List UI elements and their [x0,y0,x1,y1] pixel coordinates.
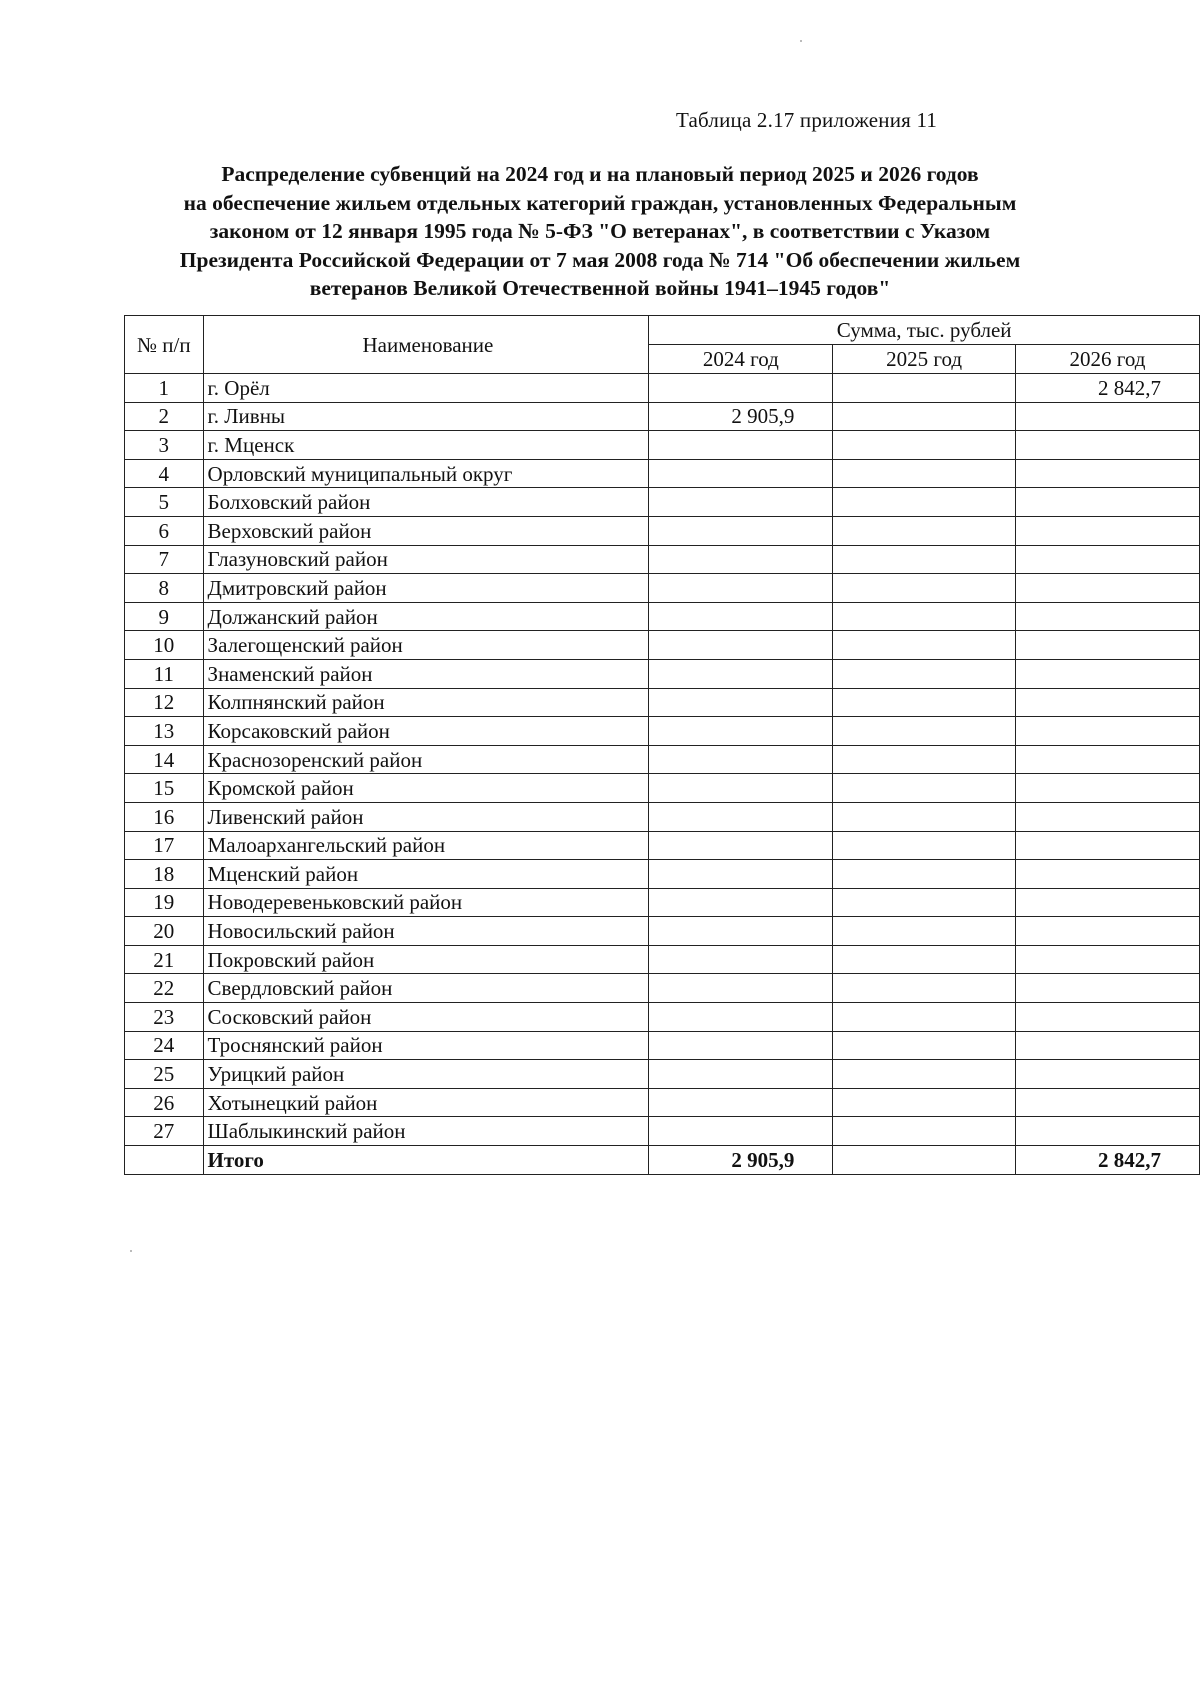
row-value-2025 [833,974,1016,1003]
row-value-2024 [649,917,833,946]
row-number: 3 [125,431,204,460]
row-number: 5 [125,488,204,517]
row-name: Верховский район [203,516,649,545]
row-value-2024 [649,1088,833,1117]
row-value-2024 [649,631,833,660]
row-value-2025 [833,659,1016,688]
row-value-2024 [649,545,833,574]
row-name: Новосильский район [203,917,649,946]
row-value-2025 [833,802,1016,831]
row-value-2026 [1015,574,1199,603]
table-row [125,717,1200,746]
row-value-2025 [833,1031,1016,1060]
row-value-2026 [1015,974,1199,1003]
header-sum: Сумма, тыс. рублей [649,316,1200,345]
table-row [125,1088,1200,1117]
row-value-2024 [649,459,833,488]
row-value-2026 [1015,516,1199,545]
row-name: Урицкий район [203,1060,649,1089]
row-number: 7 [125,545,204,574]
row-value-2026 [1015,431,1199,460]
row-value-2026 [1015,945,1199,974]
row-value-2025 [833,1003,1016,1032]
document-title [100,160,1100,303]
row-number: 12 [125,688,204,717]
row-number: 6 [125,516,204,545]
row-value-2026: 2 842,7 [1015,374,1199,403]
row-number: 24 [125,1031,204,1060]
total-value-2025 [833,1146,1016,1175]
row-value-2024 [649,1060,833,1089]
title-line: законом от 12 января 1995 года № 5-ФЗ "О ветеранах", в соответствии с Указом [209,219,991,243]
row-name: Дмитровский район [203,574,649,603]
table-row [125,745,1200,774]
row-value-2026 [1015,659,1199,688]
row-number: 27 [125,1117,204,1146]
row-number: 21 [125,945,204,974]
table-row [125,860,1200,889]
row-number: 26 [125,1088,204,1117]
row-value-2026 [1015,1060,1199,1089]
row-value-2024 [649,774,833,803]
row-name: Шаблыкинский район [203,1117,649,1146]
row-number: 18 [125,860,204,889]
row-value-2025 [833,917,1016,946]
row-number: 2 [125,402,204,431]
table-row [125,831,1200,860]
table-row [125,688,1200,717]
row-name: Мценский район [203,860,649,889]
row-value-2025 [833,774,1016,803]
table-header [125,316,1200,374]
table-row [125,659,1200,688]
row-value-2024 [649,374,833,403]
row-value-2025 [833,688,1016,717]
row-number: 25 [125,1060,204,1089]
table-row [125,602,1200,631]
row-value-2025 [833,631,1016,660]
title-line: Распределение субвенций на 2024 год и на плановый период 2025 и 2026 годов [221,162,979,186]
row-value-2024 [649,602,833,631]
row-value-2024 [649,860,833,889]
row-value-2026 [1015,545,1199,574]
row-name: Ливенский район [203,802,649,831]
row-value-2025 [833,1117,1016,1146]
row-name: Кромской район [203,774,649,803]
scan-speck [800,40,802,42]
row-value-2025 [833,1088,1016,1117]
row-value-2024 [649,745,833,774]
row-value-2026 [1015,459,1199,488]
row-value-2024 [649,717,833,746]
scan-speck [130,1250,132,1252]
row-value-2026 [1015,602,1199,631]
row-value-2026 [1015,917,1199,946]
row-name: Новодеревеньковский район [203,888,649,917]
row-name: Хотынецкий район [203,1088,649,1117]
table-row [125,1117,1200,1146]
row-value-2024 [649,1031,833,1060]
row-value-2026 [1015,488,1199,517]
table-row [125,574,1200,603]
row-value-2025 [833,860,1016,889]
row-value-2026 [1015,1117,1199,1146]
table-row [125,402,1200,431]
row-value-2026 [1015,860,1199,889]
row-value-2024 [649,688,833,717]
row-number: 17 [125,831,204,860]
title-line: ветеранов Великой Отечественной войны 1941–1945 годов" [309,276,891,300]
row-value-2025 [833,431,1016,460]
row-value-2024 [649,659,833,688]
row-value-2025 [833,945,1016,974]
row-name: Покровский район [203,945,649,974]
row-number: 22 [125,974,204,1003]
table-row [125,974,1200,1003]
table-row [125,945,1200,974]
table-row [125,516,1200,545]
table-row [125,1031,1200,1060]
row-name: Сосковский район [203,1003,649,1032]
row-value-2026 [1015,802,1199,831]
table-row [125,488,1200,517]
table-row [125,802,1200,831]
total-value-2024: 2 905,9 [649,1146,833,1175]
table-row [125,774,1200,803]
row-value-2025 [833,574,1016,603]
total-label: Итого [203,1146,649,1175]
row-value-2026 [1015,831,1199,860]
header-name: Наименование [203,316,649,374]
row-number: 11 [125,659,204,688]
row-value-2025 [833,717,1016,746]
row-name: Знаменский район [203,659,649,688]
row-number: 19 [125,888,204,917]
table-row [125,631,1200,660]
row-name: Глазуновский район [203,545,649,574]
row-number: 1 [125,374,204,403]
row-value-2024 [649,1003,833,1032]
table-row [125,545,1200,574]
table-row [125,1060,1200,1089]
table-row [125,1003,1200,1032]
row-number: 10 [125,631,204,660]
table-row [125,888,1200,917]
row-value-2026 [1015,688,1199,717]
row-number: 4 [125,459,204,488]
row-value-2024 [649,1117,833,1146]
title-line: на обеспечение жильем отдельных категорий граждан, установленных Федеральным [183,190,1017,215]
appendix-reference: Таблица 2.17 приложения 11 [676,108,938,132]
row-name: Корсаковский район [203,717,649,746]
title-line: Президента Российской Федерации от 7 мая 2008 года № 714 "Об обеспечении жильем [179,247,1021,272]
row-value-2024 [649,574,833,603]
row-value-2025 [833,545,1016,574]
header-num: № п/п [125,316,204,374]
row-name: Свердловский район [203,974,649,1003]
row-value-2025 [833,745,1016,774]
row-number: 16 [125,802,204,831]
row-value-2025 [833,488,1016,517]
row-number: 14 [125,745,204,774]
row-number: 20 [125,917,204,946]
table-body [125,374,1200,1175]
row-name: Должанский район [203,602,649,631]
table-row [125,459,1200,488]
row-value-2025 [833,602,1016,631]
row-name: г. Орёл [203,374,649,403]
table-row [125,917,1200,946]
row-number: 8 [125,574,204,603]
row-name: Болховский район [203,488,649,517]
row-value-2024 [649,974,833,1003]
row-value-2026 [1015,402,1199,431]
row-name: Колпнянский район [203,688,649,717]
row-number: 13 [125,717,204,746]
row-value-2026 [1015,1031,1199,1060]
row-value-2026 [1015,631,1199,660]
row-name: Троснянский район [203,1031,649,1060]
row-value-2024 [649,431,833,460]
row-value-2024: 2 905,9 [649,402,833,431]
row-number: 23 [125,1003,204,1032]
row-name: г. Мценск [203,431,649,460]
row-value-2025 [833,374,1016,403]
header-year-2024: 2024 год [649,345,833,374]
total-row [125,1146,1200,1175]
total-value-2026: 2 842,7 [1015,1146,1199,1175]
header-year-2025: 2025 год [833,345,1016,374]
row-value-2025 [833,459,1016,488]
row-number: 9 [125,602,204,631]
total-number [125,1146,204,1175]
row-value-2025 [833,831,1016,860]
row-value-2025 [833,888,1016,917]
row-value-2026 [1015,745,1199,774]
row-number: 15 [125,774,204,803]
row-value-2024 [649,516,833,545]
row-value-2026 [1015,1003,1199,1032]
row-name: Краснозоренский район [203,745,649,774]
subventions-table [124,315,1200,1175]
row-value-2024 [649,488,833,517]
row-name: Орловский муниципальный округ [203,459,649,488]
row-value-2026 [1015,774,1199,803]
row-value-2026 [1015,1088,1199,1117]
header-year-2026: 2026 год [1015,345,1199,374]
row-name: Залегощенский район [203,631,649,660]
table-row [125,374,1200,403]
row-value-2026 [1015,888,1199,917]
table-row [125,431,1200,460]
row-value-2024 [649,831,833,860]
row-value-2024 [649,945,833,974]
row-name: Малоархангельский район [203,831,649,860]
row-value-2026 [1015,717,1199,746]
row-value-2025 [833,402,1016,431]
row-value-2025 [833,1060,1016,1089]
row-value-2024 [649,802,833,831]
row-value-2024 [649,888,833,917]
row-name: г. Ливны [203,402,649,431]
row-value-2025 [833,516,1016,545]
